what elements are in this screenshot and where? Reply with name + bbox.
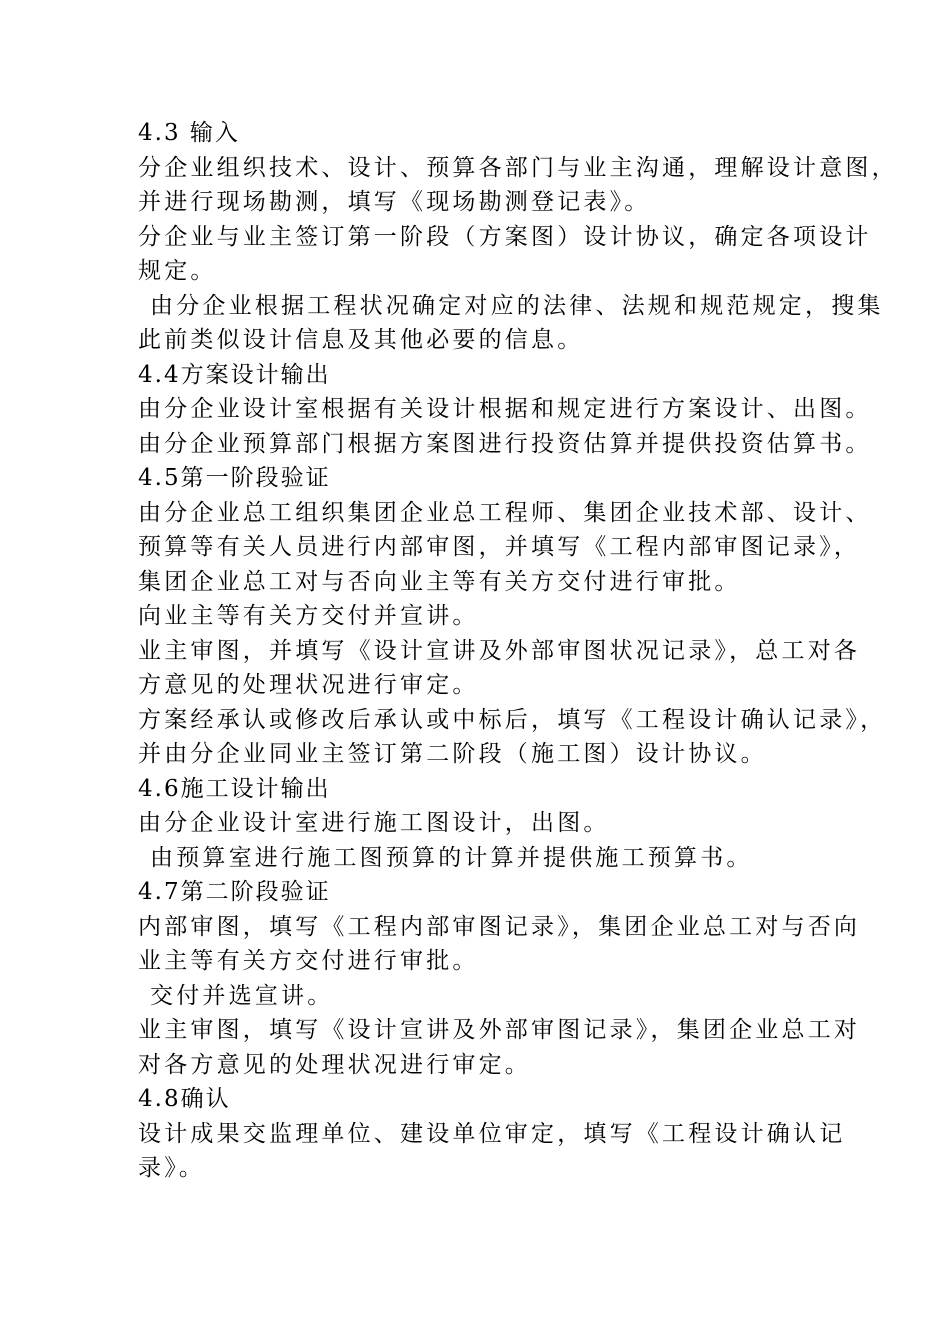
paragraph-line: 由分企业设计室进行施工图设计，出图。 (138, 810, 610, 836)
paragraph-line: 并进行现场勘测，填写《现场勘测登记表》。 (138, 189, 651, 215)
paragraph-line: 由分企业根据工程状况确定对应的法律、法规和规范规定，搜集 (150, 292, 884, 319)
paragraph-line: 业主等有关方交付进行审批。 (138, 948, 479, 974)
document-body (138, 116, 898, 1186)
paragraph-line: 业主审图，并填写《设计宣讲及外部审图状况记录》，总工对各 (138, 637, 861, 664)
paragraph-line: 分企业与业主签订第一阶段（方案图）设计协议，确定各项设计 (138, 223, 872, 250)
section-heading-4-6: 4.6施工设计输出 (138, 775, 331, 802)
paragraph-line: 交付并选宣讲。 (150, 982, 334, 1009)
paragraph-line: 由分企业设计室根据有关设计根据和规定进行方案设计、出图。 (138, 396, 872, 422)
section-heading-4-5: 4.5第一阶段验证 (138, 465, 331, 491)
section-heading-4-8: 4.8确认 (138, 1086, 231, 1112)
section-heading-4-4: 4.4方案设计输出 (138, 361, 331, 388)
paragraph-line: 方案经承认或修改后承认或中标后，填写《工程设计确认记录》， (138, 706, 887, 733)
paragraph-line: 由预算室进行施工图预算的计算并提供施工预算书。 (150, 844, 753, 871)
section-heading-4-7: 4.7第二阶段验证 (138, 879, 331, 905)
paragraph-line: 业主审图，填写《设计宣讲及外部审图记录》，集团企业总工对 (138, 1017, 861, 1043)
section-heading-4-3: 4.3 输入 (138, 120, 240, 146)
paragraph-line: 由分企业预算部门根据方案图进行投资估算并提供投资估算书。 (138, 430, 872, 457)
paragraph-line: 由分企业总工组织集团企业总工程师、集团企业技术部、设计、 (138, 499, 872, 526)
paragraph-line: 设计成果交监理单位、建设单位审定，填写《工程设计确认记 (138, 1120, 846, 1147)
paragraph-line: 集团企业总工对与否向业主等有关方交付进行审批。 (138, 568, 741, 595)
paragraph-line: 预算等有关人员进行内部审图，并填写《工程内部审图记录》， (138, 534, 861, 560)
paragraph-line: 对各方意见的处理状况进行审定。 (138, 1051, 531, 1078)
paragraph-line: 方意见的处理状况进行审定。 (138, 672, 479, 698)
paragraph-line: 内部审图，填写《工程内部审图记录》，集团企业总工对与否向 (138, 913, 861, 940)
paragraph-line: 并由分企业同业主签订第二阶段（施工图）设计协议。 (138, 741, 767, 767)
paragraph-line: 规定。 (138, 258, 217, 284)
paragraph-line: 向业主等有关方交付并宣讲。 (138, 603, 479, 629)
paragraph-line: 此前类似设计信息及其他必要的信息。 (138, 327, 584, 353)
paragraph-line: 录》。 (138, 1155, 206, 1181)
paragraph-line: 分企业组织技术、设计、预算各部门与业主沟通，理解设计意图， (138, 154, 898, 181)
